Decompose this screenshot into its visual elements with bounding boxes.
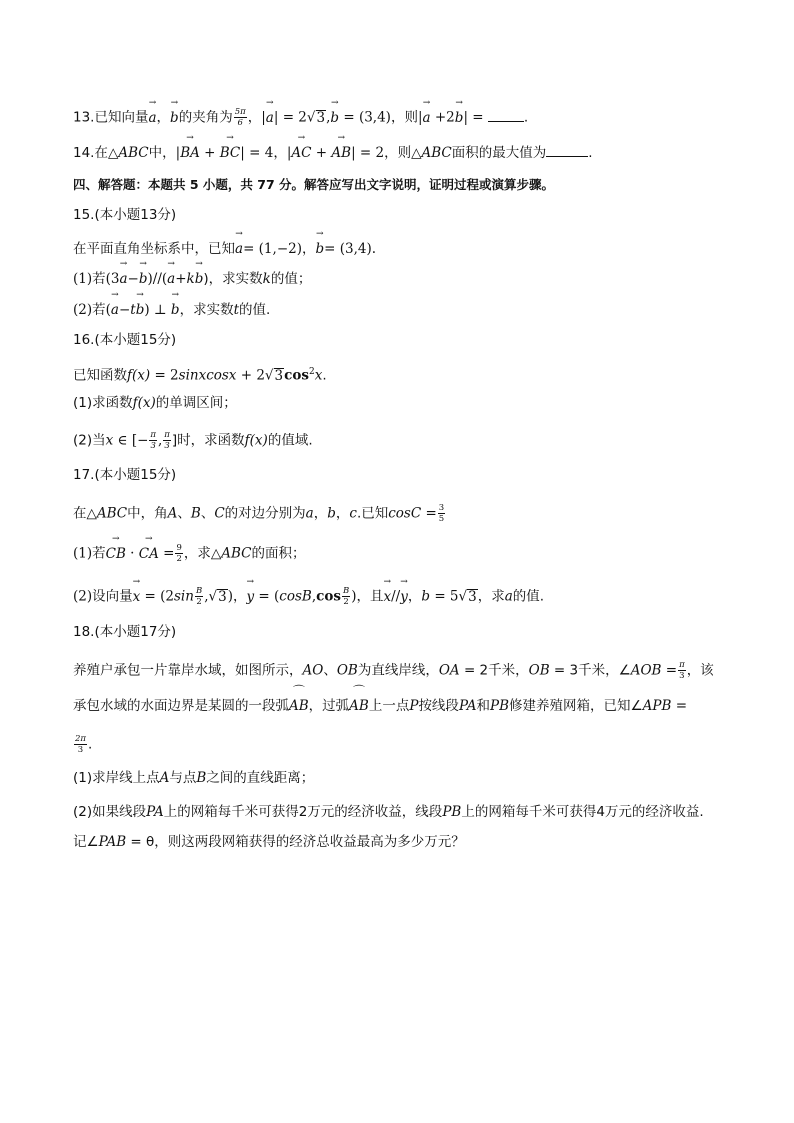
text: (2)如果线段 — [73, 804, 147, 820]
question-17-part-1 — [73, 543, 734, 564]
fraction-B-2 — [342, 586, 350, 607]
numerator: π — [164, 430, 170, 440]
angle-PAB: PAB — [98, 834, 127, 850]
var-x: x — [314, 367, 323, 384]
text: 的对边分别为 — [224, 505, 306, 522]
point-P: P — [409, 698, 419, 714]
question-18-part-1 — [73, 768, 734, 788]
text: 上一点 — [368, 698, 410, 714]
point-B: B — [196, 770, 207, 786]
numerator: 9 — [176, 543, 182, 553]
text: 中，角 — [127, 505, 168, 522]
vector-x: → x — [384, 587, 392, 607]
vector-y: → y — [246, 587, 254, 607]
text: , — [311, 588, 317, 605]
text: 的夹角为 — [178, 109, 233, 126]
segment-OA: OA — [438, 662, 460, 679]
segment-AO: AO — [302, 662, 324, 679]
fraction-9-2 — [175, 543, 182, 564]
term-cos: cos — [316, 588, 341, 605]
denominator: 2 — [343, 597, 349, 607]
text: ]时，求函数 — [171, 432, 245, 449]
text: +2 — [434, 109, 455, 126]
question-number: 14. — [73, 145, 95, 161]
vector-cb: → CB — [106, 544, 126, 564]
text: (2)设向量 — [73, 588, 133, 605]
text: 的值域. — [267, 432, 313, 449]
segment-PB: PB — [442, 804, 462, 820]
text: 的值； — [270, 271, 312, 287]
denominator: 3 — [77, 745, 84, 755]
question-16-title: 16.(本小题15分) — [73, 332, 177, 348]
text: + 2 — [236, 367, 265, 384]
segment-PA: PA — [458, 698, 477, 714]
question-16-part-2 — [73, 430, 734, 451]
text: = 3千米，∠ — [549, 662, 631, 679]
vector-a: → a — [111, 300, 119, 320]
text: = — [671, 698, 688, 714]
numerator: 3 — [438, 503, 445, 513]
text: ， — [156, 109, 171, 126]
text: ，该 — [686, 662, 714, 679]
function-f: f(x) — [132, 395, 156, 411]
text: 在△ — [94, 145, 119, 161]
text: (1)求岸线上点 — [73, 770, 160, 786]
text: 、 — [177, 505, 191, 522]
text: 上的网箱每千米可获得2万元的经济收益，线段 — [163, 804, 443, 820]
var-A: A — [167, 505, 178, 522]
text: = 2千米， — [459, 662, 529, 679]
point-A: A — [159, 770, 170, 786]
vector-b: → b — [315, 239, 324, 259]
text: 已知函数 — [73, 367, 127, 384]
question-18-line-3 — [73, 734, 734, 755]
text: = (2 — [140, 588, 174, 605]
text: 在平面直角坐标系中，已知 — [73, 241, 235, 257]
triangle-name: ABC — [421, 145, 452, 161]
text: 的值. — [239, 302, 271, 318]
text: = (3,4). — [324, 241, 377, 257]
var-b: b — [421, 588, 431, 605]
text: 修建养殖网箱，已知∠ — [509, 698, 643, 714]
text: ，求实数 — [179, 302, 234, 318]
var-x: x — [105, 432, 114, 449]
question-16-part-1 — [73, 393, 734, 413]
text: . — [322, 367, 327, 384]
text: 已知向量 — [94, 109, 149, 126]
sqrt-arg: 3 — [274, 367, 284, 384]
text: ， — [335, 505, 350, 522]
text: = 5 — [430, 588, 459, 605]
text: )，且 — [351, 588, 384, 605]
question-15-part-2 — [73, 300, 734, 320]
text: . — [523, 109, 529, 126]
vector-b: → b — [330, 108, 339, 128]
text: = — [421, 505, 437, 522]
text: = (1,−2)， — [243, 241, 316, 257]
sqrt-arg: 3 — [316, 109, 326, 126]
var-c: c — [349, 505, 357, 522]
text: | = 2，则△ — [351, 145, 422, 161]
fraction-pi-3 — [149, 430, 157, 451]
question-15-part-1 — [73, 269, 734, 289]
text: )，求实数 — [203, 271, 263, 287]
question-18-line-2 — [73, 696, 734, 716]
term-cosC: cosC — [388, 505, 422, 522]
question-14: 14.在△ABC中，|→ BA + → BC| = 4，|→ AC + → AB| = 2，则△ABC面积的最大值为 . — [73, 143, 734, 163]
segment-PB: PB — [490, 698, 510, 714]
var-k: k — [186, 271, 195, 287]
text: | = — [463, 109, 488, 126]
fraction-5pi-6 — [234, 107, 247, 128]
vector-b: → b — [171, 300, 180, 320]
text: ，求 — [477, 588, 505, 605]
vector-b: → b — [195, 269, 204, 289]
numerator: π — [150, 430, 156, 440]
text: 上的网箱每千米可获得4万元的经济收益. — [461, 804, 704, 820]
text: 面积的最大值为 — [451, 145, 547, 161]
text: 中， — [148, 145, 176, 161]
fraction-2pi-3 — [74, 734, 87, 755]
vector-b: → b — [139, 269, 148, 289]
section-heading: 四、解答题：本题共 5 小题，共 77 分。解答应写出文字说明，证明过程或演算步骤。 — [73, 177, 555, 192]
vector-a: → a — [167, 269, 175, 289]
text: = ( — [254, 588, 280, 605]
var-a: a — [305, 505, 314, 522]
text: = 2 — [150, 367, 179, 384]
denominator: 2 — [176, 554, 182, 564]
vector-a: → a — [148, 108, 156, 128]
numerator: B — [195, 586, 203, 596]
vector-x: → x — [133, 587, 141, 607]
text: − — [118, 302, 131, 318]
text: 、 — [200, 505, 215, 522]
text: (1)若 — [73, 545, 106, 562]
text: .已知 — [356, 505, 389, 522]
text: (2)当 — [73, 432, 106, 449]
question-17-title: 17.(本小题15分) — [73, 467, 177, 483]
text: (1)求函数 — [73, 395, 133, 411]
text: . — [588, 145, 593, 161]
answer-blank[interactable] — [546, 156, 588, 157]
text: , — [204, 588, 209, 605]
term-sin: sin — [174, 588, 194, 605]
numerator: B — [342, 586, 350, 596]
vector-y: → y — [400, 587, 408, 607]
text: 之间的直线距离； — [206, 770, 315, 786]
fraction-B-2 — [195, 586, 203, 607]
text: = (3,4)，则 — [343, 109, 418, 126]
question-15-title: 15.(本小题13分) — [73, 207, 177, 223]
text: 与点 — [169, 770, 197, 786]
var-t: t — [233, 302, 240, 318]
sqrt-arg: 3 — [218, 588, 227, 605]
text: ， — [313, 505, 328, 522]
text: + — [175, 271, 187, 287]
numerator: π — [679, 660, 685, 670]
function-f: f(x) — [127, 367, 151, 384]
denominator: 2 — [196, 597, 202, 607]
text: (2)若( — [73, 302, 111, 318]
vector-b: → b — [136, 300, 145, 320]
arc-AB: ⌒ AB — [289, 696, 309, 716]
var-C: C — [214, 505, 225, 522]
question-16-stem: 已知函数f(x) = 2sinxcosx + $2√3\cos^2x$. — [73, 367, 327, 384]
segment-OB: OB — [528, 662, 550, 679]
fraction-pi-3 — [163, 430, 171, 451]
term-cosB: cosB — [279, 588, 312, 605]
vector-ba: → BA — [180, 143, 200, 163]
text: | = 4， — [240, 145, 287, 161]
question-13: 13.已知向量→ a，→ b的夹角为 $\frac{5\pi}{6}$ ，|→ a| = 2√3,→ b = (3,4)，则|→ a +2→ b| = . — [73, 107, 734, 128]
text: // — [391, 588, 401, 605]
vector-a: → a — [119, 269, 127, 289]
text: 在△ — [73, 505, 97, 522]
question-18-title: 18.(本小题17分) — [73, 624, 177, 640]
text: ，求△ — [183, 545, 222, 562]
triangle-name: ABC — [118, 145, 149, 161]
vector-ab: → AB — [331, 143, 351, 163]
denominator: 5 — [438, 514, 445, 524]
vector-a: → a — [266, 108, 274, 128]
numerator: 5π — [234, 107, 246, 117]
question-17-stem — [73, 503, 734, 524]
text: ∈ [− — [113, 432, 149, 449]
var-t: t — [130, 302, 136, 318]
var-k: k — [262, 271, 271, 287]
text: , — [158, 432, 163, 449]
exponent: 2 — [308, 367, 315, 377]
text: . — [88, 736, 93, 753]
numerator: 2π — [75, 734, 86, 744]
fraction-pi-3 — [678, 660, 686, 681]
question-number: 13. — [73, 109, 95, 126]
text: · — [125, 545, 139, 562]
text: ， — [407, 588, 422, 605]
vector-a: → a — [423, 108, 431, 128]
fraction-3-5 — [438, 503, 445, 524]
text: 、 — [323, 662, 337, 679]
term-sinxcosx: sinxcosx — [178, 367, 237, 384]
text: 为直线岸线， — [357, 662, 439, 679]
question-18-line-1 — [73, 660, 734, 681]
vector-ca: → CA — [139, 544, 159, 564]
text: 和 — [476, 698, 491, 714]
text: = 2 — [282, 109, 307, 126]
var-a: a — [504, 588, 513, 605]
text: = — [661, 662, 678, 679]
text: ) ⊥ — [144, 302, 167, 318]
text: (1)若(3 — [73, 271, 120, 287]
text: 记∠ — [73, 834, 99, 850]
text: 养殖户承包一片靠岸水域，如图所示， — [73, 662, 303, 679]
answer-blank[interactable] — [488, 121, 524, 122]
question-17-part-2: (2)设向量→ x = (2sin $\frac{B}{2}$ ,√3)，→ y = (cosB,cos $\frac{B}{2}$ )，且→ x//→ y，b = 5√3，求a的值. — [73, 586, 734, 607]
denominator: 6 — [237, 118, 243, 128]
vector-b: → b — [455, 108, 464, 128]
question-18-part-2-cont — [73, 832, 734, 852]
text: cos — [284, 367, 309, 384]
segment-PA: PA — [146, 804, 164, 820]
text: 的值. — [512, 588, 545, 605]
angle-APB: APB — [642, 698, 672, 714]
question-18-part-2 — [73, 802, 734, 822]
vector-ac: → AC — [291, 143, 311, 163]
function-f: f(x) — [244, 432, 268, 449]
angle-AOB: AOB — [630, 662, 662, 679]
vector-b: → b — [170, 108, 179, 128]
vector-bc: → BC — [220, 143, 241, 163]
denominator: 3 — [679, 671, 685, 681]
text: ， — [247, 109, 262, 126]
text: 的面积； — [251, 545, 306, 562]
sqrt-arg: 3 — [468, 588, 477, 605]
segment-OB: OB — [336, 662, 358, 679]
vector-a: → a — [235, 239, 243, 259]
text: = — [158, 545, 175, 562]
text: = θ，则这两段网箱获得的经济总收益最高为多少万元？ — [126, 834, 465, 850]
denominator: 3 — [164, 441, 170, 451]
text: )， — [227, 588, 247, 605]
var-B: B — [190, 505, 201, 522]
text: 的单调区间； — [155, 395, 237, 411]
triangle-name: ABC — [96, 505, 128, 522]
text: 按线段 — [418, 698, 459, 714]
text: 承包水域的水面边界是某圆的一段弧 — [73, 698, 289, 714]
denominator: 3 — [150, 441, 156, 451]
var-b: b — [327, 505, 336, 522]
text: ，过弧 — [308, 698, 350, 714]
text: )//( — [147, 271, 168, 287]
triangle-name: ABC — [221, 545, 252, 562]
text: − — [127, 271, 139, 287]
question-15-stem — [73, 239, 734, 259]
arc-AB: ⌒ AB — [349, 696, 369, 716]
